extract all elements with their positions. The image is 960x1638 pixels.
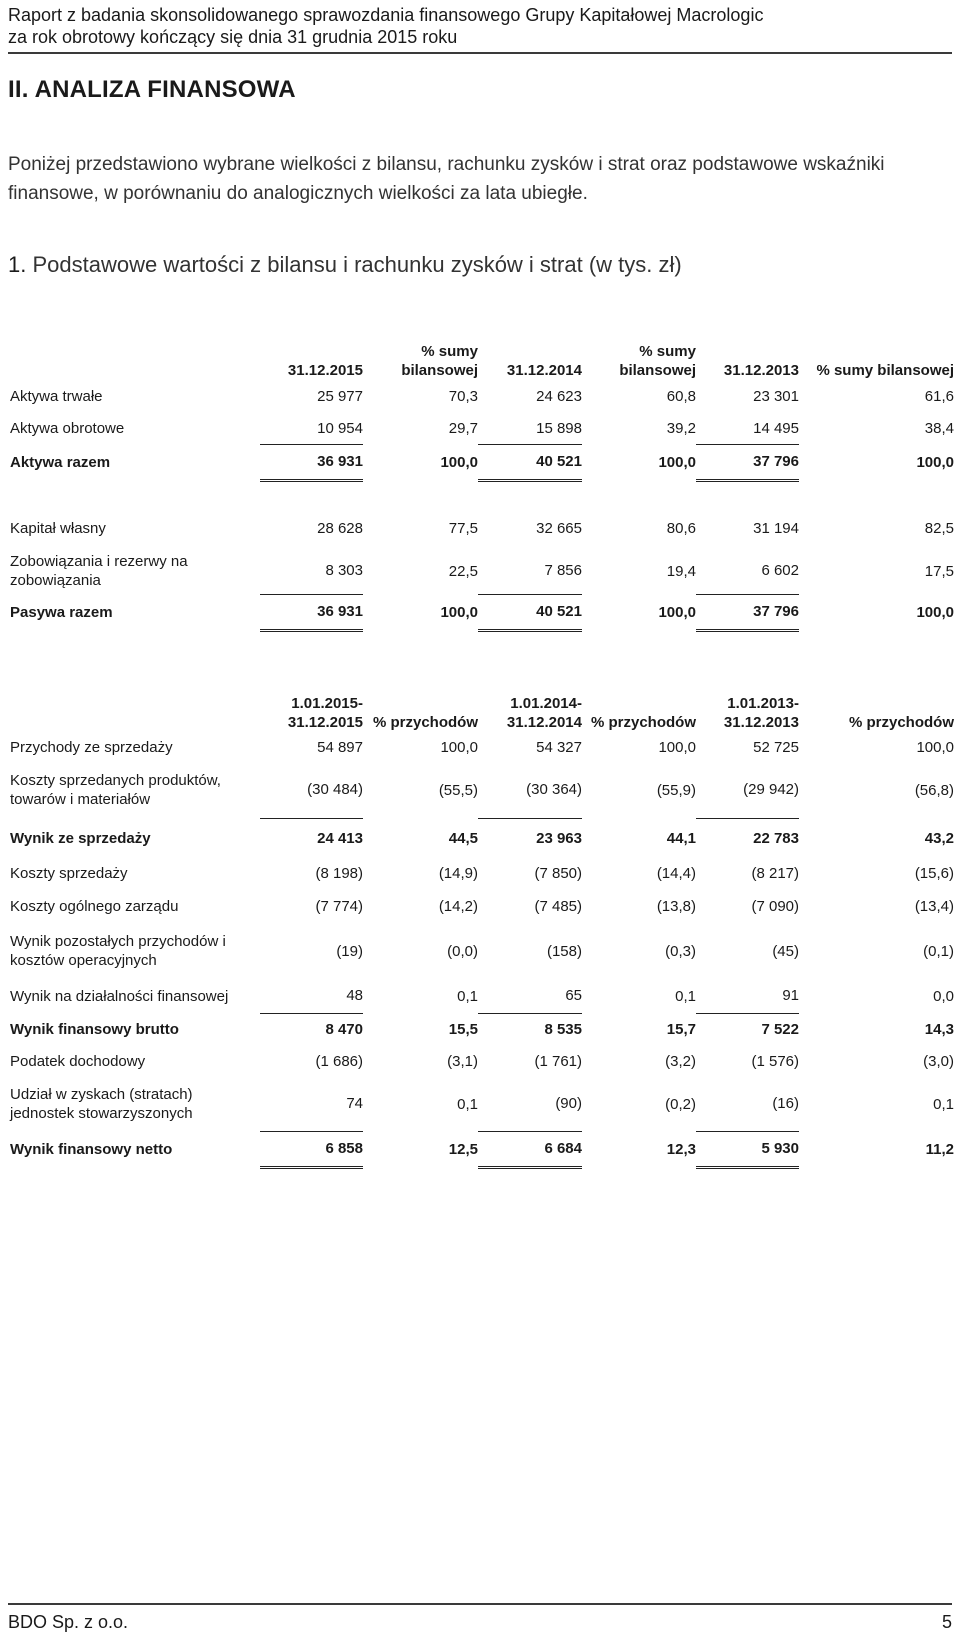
table-row [10,548,954,594]
value-cell: (3,2) [665,1052,696,1070]
value-cell: (0,2) [665,1095,696,1113]
column-header: 1.01.2013- 31.12.2013 [723,695,799,731]
table-row-total [10,594,954,630]
value-cell: 12,3 [666,1140,696,1158]
value-cell: (1 576) [751,1052,799,1070]
value-cell: 29,7 [448,420,478,437]
value-cell: 100,0 [440,738,478,756]
value-cell: 100,0 [658,453,696,471]
footer-company: BDO Sp. z o.o. [8,1612,129,1632]
column-header: % przychodów [590,714,696,731]
value-cell: (7 774) [315,897,363,915]
table-row [10,508,954,548]
value-cell: (55,9) [656,781,696,799]
value-cell: 7 856 [478,548,582,594]
value-cell: 31 194 [753,519,799,537]
value-cell: 28 628 [317,519,363,537]
value-cell: (45) [772,942,799,960]
value-cell: (3,1) [447,1052,478,1070]
value-cell: 6 684 [478,1131,582,1167]
value-cell: 100,0 [440,603,478,621]
column-header: 31.12.2014 [506,362,582,379]
income-statement-table [10,690,954,1169]
column-header: 31.12.2015 [287,362,363,379]
value-cell: 11,2 [925,1140,954,1158]
subsection-text: Podstawowe wartości z bilansu i rachunku zysków i strat (w tys. zł) [32,252,682,277]
value-cell: (29 942) [696,762,799,818]
report-header [8,4,952,54]
value-cell: 40 521 [478,444,582,480]
table-row [10,1045,954,1077]
value-cell: (55,5) [438,781,478,799]
value-cell: (7 090) [751,897,799,915]
value-cell: (7 850) [534,865,582,882]
section-title: II. ANALIZA FINANSOWA [8,76,296,103]
spacer-row [10,480,954,508]
row-label: Wynik pozostałych przychodów i kosztów operacyjnych [10,933,226,969]
value-cell: 82,5 [924,519,954,537]
value-cell: (1 686) [315,1052,363,1070]
value-cell: 100,0 [916,453,954,471]
value-cell: (14,2) [438,897,478,915]
value-cell: 44,5 [448,829,478,847]
table-row-total [10,1131,954,1167]
value-cell: (15,6) [914,865,954,882]
value-cell: 14,3 [924,1020,954,1038]
value-cell: 40 521 [478,594,582,630]
value-cell: 15 898 [478,413,582,444]
value-cell: (16) [696,1077,799,1131]
value-cell: (1 761) [534,1052,582,1070]
header-label-cell [10,690,260,732]
row-label: Wynik finansowy netto [10,1140,173,1158]
row-label: Wynik ze sprzedaży [10,829,151,847]
table-header-row [10,690,954,732]
value-cell: 37 796 [696,444,799,480]
value-cell: 61,6 [924,388,954,405]
value-cell: (13,4) [914,897,954,915]
value-cell: (13,8) [656,897,696,915]
value-cell: 39,2 [666,420,696,437]
table-row [10,858,954,889]
value-cell: 100,0 [658,603,696,621]
value-cell: (14,9) [438,865,478,882]
value-cell: 8 470 [325,1020,363,1038]
value-cell: 5 930 [696,1131,799,1167]
value-cell: 24 413 [317,829,363,847]
value-cell: 6 602 [696,548,799,594]
value-cell: 44,1 [666,829,696,847]
value-cell: 15,5 [448,1020,478,1038]
row-label: Aktywa obrotowe [10,420,125,437]
report-title-line-1: Raport z badania skonsolidowanego sprawozdania finansowego Grupy Kapitałowej Macrologic [8,5,764,25]
table-row-subtotal [10,1013,954,1045]
header-label-cell [10,340,260,380]
value-cell: (0,1) [923,942,954,960]
table-row [10,979,954,1013]
value-cell: (8 198) [315,865,363,882]
table-row-subtotal [10,818,954,858]
value-cell: 19,4 [666,562,696,580]
row-label: Wynik finansowy brutto [10,1020,179,1038]
table-row-total [10,444,954,480]
row-label: Koszty ogólnego zarządu [10,897,179,915]
intro-paragraph: Poniżej przedstawiono wybrane wielkości z bilansu, rachunku zysków i strat oraz podstawowe wskaźniki finansowe, w porównaniu do analogicznych wielkości za lata ubiegłe. [8,154,885,204]
value-cell: (0,3) [665,942,696,960]
column-header: % sumy bilansowej [619,343,696,379]
value-cell: 38,4 [924,420,954,437]
value-cell: 43,2 [924,829,954,847]
value-cell: 0,1 [457,1095,478,1113]
value-cell: 15,7 [666,1020,696,1038]
value-cell: 54 327 [536,738,582,756]
row-label: Pasywa razem [10,603,113,621]
value-cell: (19) [336,942,363,960]
value-cell: 8 303 [260,548,363,594]
subsection-number: 1. [8,252,27,277]
value-cell: (3,0) [923,1052,954,1070]
row-label: Podatek dochodowy [10,1052,146,1070]
row-label: Aktywa trwałe [10,388,103,405]
value-cell: (56,8) [914,781,954,799]
value-cell: 0,1 [457,987,478,1005]
table-row [10,380,954,413]
column-header: 1.01.2014- 31.12.2014 [506,695,582,731]
row-label: Kapitał własny [10,519,106,537]
value-cell: 24 623 [536,388,582,405]
row-label: Przychody ze sprzedaży [10,738,173,756]
value-cell: (14,4) [656,865,696,882]
value-cell: 77,5 [448,519,478,537]
table-row [10,762,954,818]
value-cell: 91 [696,979,799,1013]
value-cell: 48 [260,979,363,1013]
report-title-line-2: za rok obrotowy kończący się dnia 31 grudnia 2015 roku [8,27,458,47]
value-cell: 37 796 [696,594,799,630]
column-header: % sumy bilansowej [401,343,478,379]
value-cell: (30 364) [478,762,582,818]
value-cell: 8 535 [544,1020,582,1038]
table-row [10,1077,954,1131]
value-cell: 23 963 [536,829,582,847]
value-cell: (7 485) [534,897,582,915]
table-row [10,732,954,762]
value-cell: (158) [546,942,582,960]
column-header: 1.01.2015- 31.12.2015 [287,695,363,731]
subsection-title [8,252,682,278]
value-cell: 100,0 [658,738,696,756]
row-label: Koszty sprzedaży [10,865,128,882]
value-cell: 22,5 [448,562,478,580]
value-cell: 100,0 [916,738,954,756]
value-cell: 36 931 [260,444,363,480]
value-cell: (0,0) [447,942,478,960]
column-header: 31.12.2013 [723,362,799,379]
value-cell: 0,1 [933,1095,954,1113]
row-label: Koszty sprzedanych produktów, towarów i materiałów [10,772,221,808]
value-cell: 65 [478,979,582,1013]
value-cell: 6 858 [260,1131,363,1167]
value-cell: 0,0 [933,987,954,1005]
value-cell: 23 301 [753,388,799,405]
value-cell: 100,0 [440,453,478,471]
value-cell: 17,5 [924,562,954,580]
value-cell: 80,6 [666,519,696,537]
table-row [10,889,954,923]
column-header: % przychodów [848,714,954,731]
value-cell: 10 954 [260,413,363,444]
value-cell: 36 931 [260,594,363,630]
value-cell: (30 484) [260,762,363,818]
page-number: 5 [941,1612,952,1632]
table-header-row [10,340,954,380]
value-cell: 60,8 [666,388,696,405]
value-cell: 70,3 [448,388,478,405]
table-row [10,923,954,979]
value-cell: 100,0 [916,603,954,621]
balance-sheet-table [10,340,954,632]
value-cell: 12,5 [448,1140,478,1158]
value-cell: 7 522 [761,1020,799,1038]
value-cell: 52 725 [753,738,799,756]
value-cell: 74 [260,1077,363,1131]
value-cell: (8 217) [751,865,799,882]
value-cell: 54 897 [317,738,363,756]
row-label: Zobowiązania i rezerwy na zobowiązania [10,553,188,589]
value-cell: 14 495 [696,413,799,444]
row-label: Aktywa razem [10,453,111,471]
column-header: % przychodów [372,714,478,731]
column-header: % sumy bilansowej [816,362,954,379]
value-cell: 25 977 [317,388,363,405]
value-cell: 0,1 [675,987,696,1005]
value-cell: 32 665 [536,519,582,537]
page-footer [8,1603,952,1635]
value-cell: (90) [478,1077,582,1131]
row-label: Udział w zyskach (stratach) jednostek stowarzyszonych [10,1086,193,1122]
value-cell: 22 783 [753,829,799,847]
table-row [10,413,954,444]
row-label: Wynik na działalności finansowej [10,987,229,1005]
